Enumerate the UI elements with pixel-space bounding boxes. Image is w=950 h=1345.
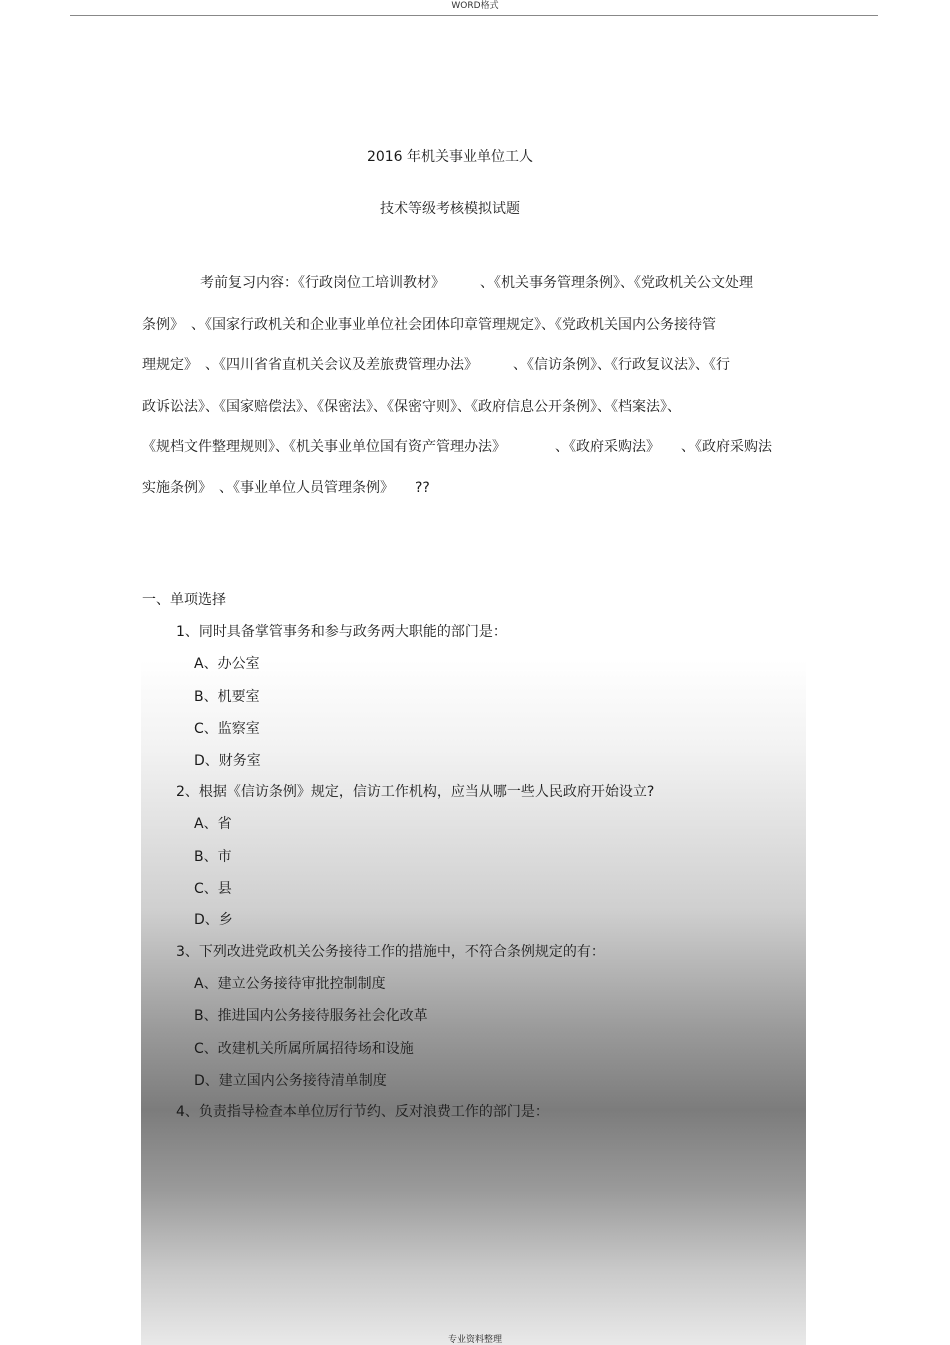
question-option: B、市 [194, 849, 232, 865]
question-option: D、财务室 [194, 753, 261, 769]
review-line: 实施条例》 、《事业单位人员管理条例》 ?? [142, 480, 430, 496]
section-title: 一、单项选择 [142, 592, 226, 608]
question-option: D、建立国内公务接待清单制度 [194, 1073, 387, 1089]
question-stem: 2、根据《信访条例》规定，信访工作机构，应当从哪一些人民政府开始设立? [176, 784, 655, 800]
header-divider [70, 15, 878, 16]
question-stem: 3、下列改进党政机关公务接待工作的措施中，不符合条例规定的有： [176, 944, 605, 960]
question-stem: 4、负责指导检查本单位厉行节约、反对浪费工作的部门是： [176, 1104, 549, 1120]
question-stem: 1、同时具备掌管事务和参与政务两大职能的部门是： [176, 624, 507, 640]
page-footer: 专业资料整理 [447, 1335, 502, 1345]
question-option: B、机要室 [194, 689, 260, 705]
question-option: B、推进国内公务接待服务社会化改革 [194, 1008, 428, 1024]
question-option: C、改建机关所属所属招待场和设施 [194, 1041, 414, 1057]
document-title-line1: 2016 年机关事业单位工人 [366, 149, 534, 165]
question-option: A、办公室 [194, 656, 260, 672]
question-option: C、监察室 [194, 721, 260, 737]
review-line: 考前复习内容：《行政岗位工培训教材》 、《机关事务管理条例》、《党政机关公文处理 [200, 275, 753, 291]
question-option: A、建立公务接待审批控制制度 [194, 976, 386, 992]
question-option: C、县 [194, 881, 232, 897]
page-header: WORD格式 [451, 1, 499, 11]
review-line: 《规档文件整理规则》、《机关事业单位国有资产管理办法》 、《政府采购法》 、《政府采购法 [142, 439, 772, 455]
review-line: 理规定》 、《四川省省直机关会议及差旅费管理办法》 、《信访条例》、《行政复议法》、《行 [142, 357, 730, 373]
question-option: A、省 [194, 816, 232, 832]
question-option: D、乡 [194, 912, 233, 928]
document-title-line2: 技术等级考核模拟试题 [380, 201, 520, 217]
review-line: 条例》 、《国家行政机关和企业事业单位社会团体印章管理规定》、《党政机关国内公务接待管 [142, 317, 716, 333]
review-line: 政诉讼法》、《国家赔偿法》、《保密法》、《保密守则》、《政府信息公开条例》、《档案法》、 [142, 399, 681, 415]
